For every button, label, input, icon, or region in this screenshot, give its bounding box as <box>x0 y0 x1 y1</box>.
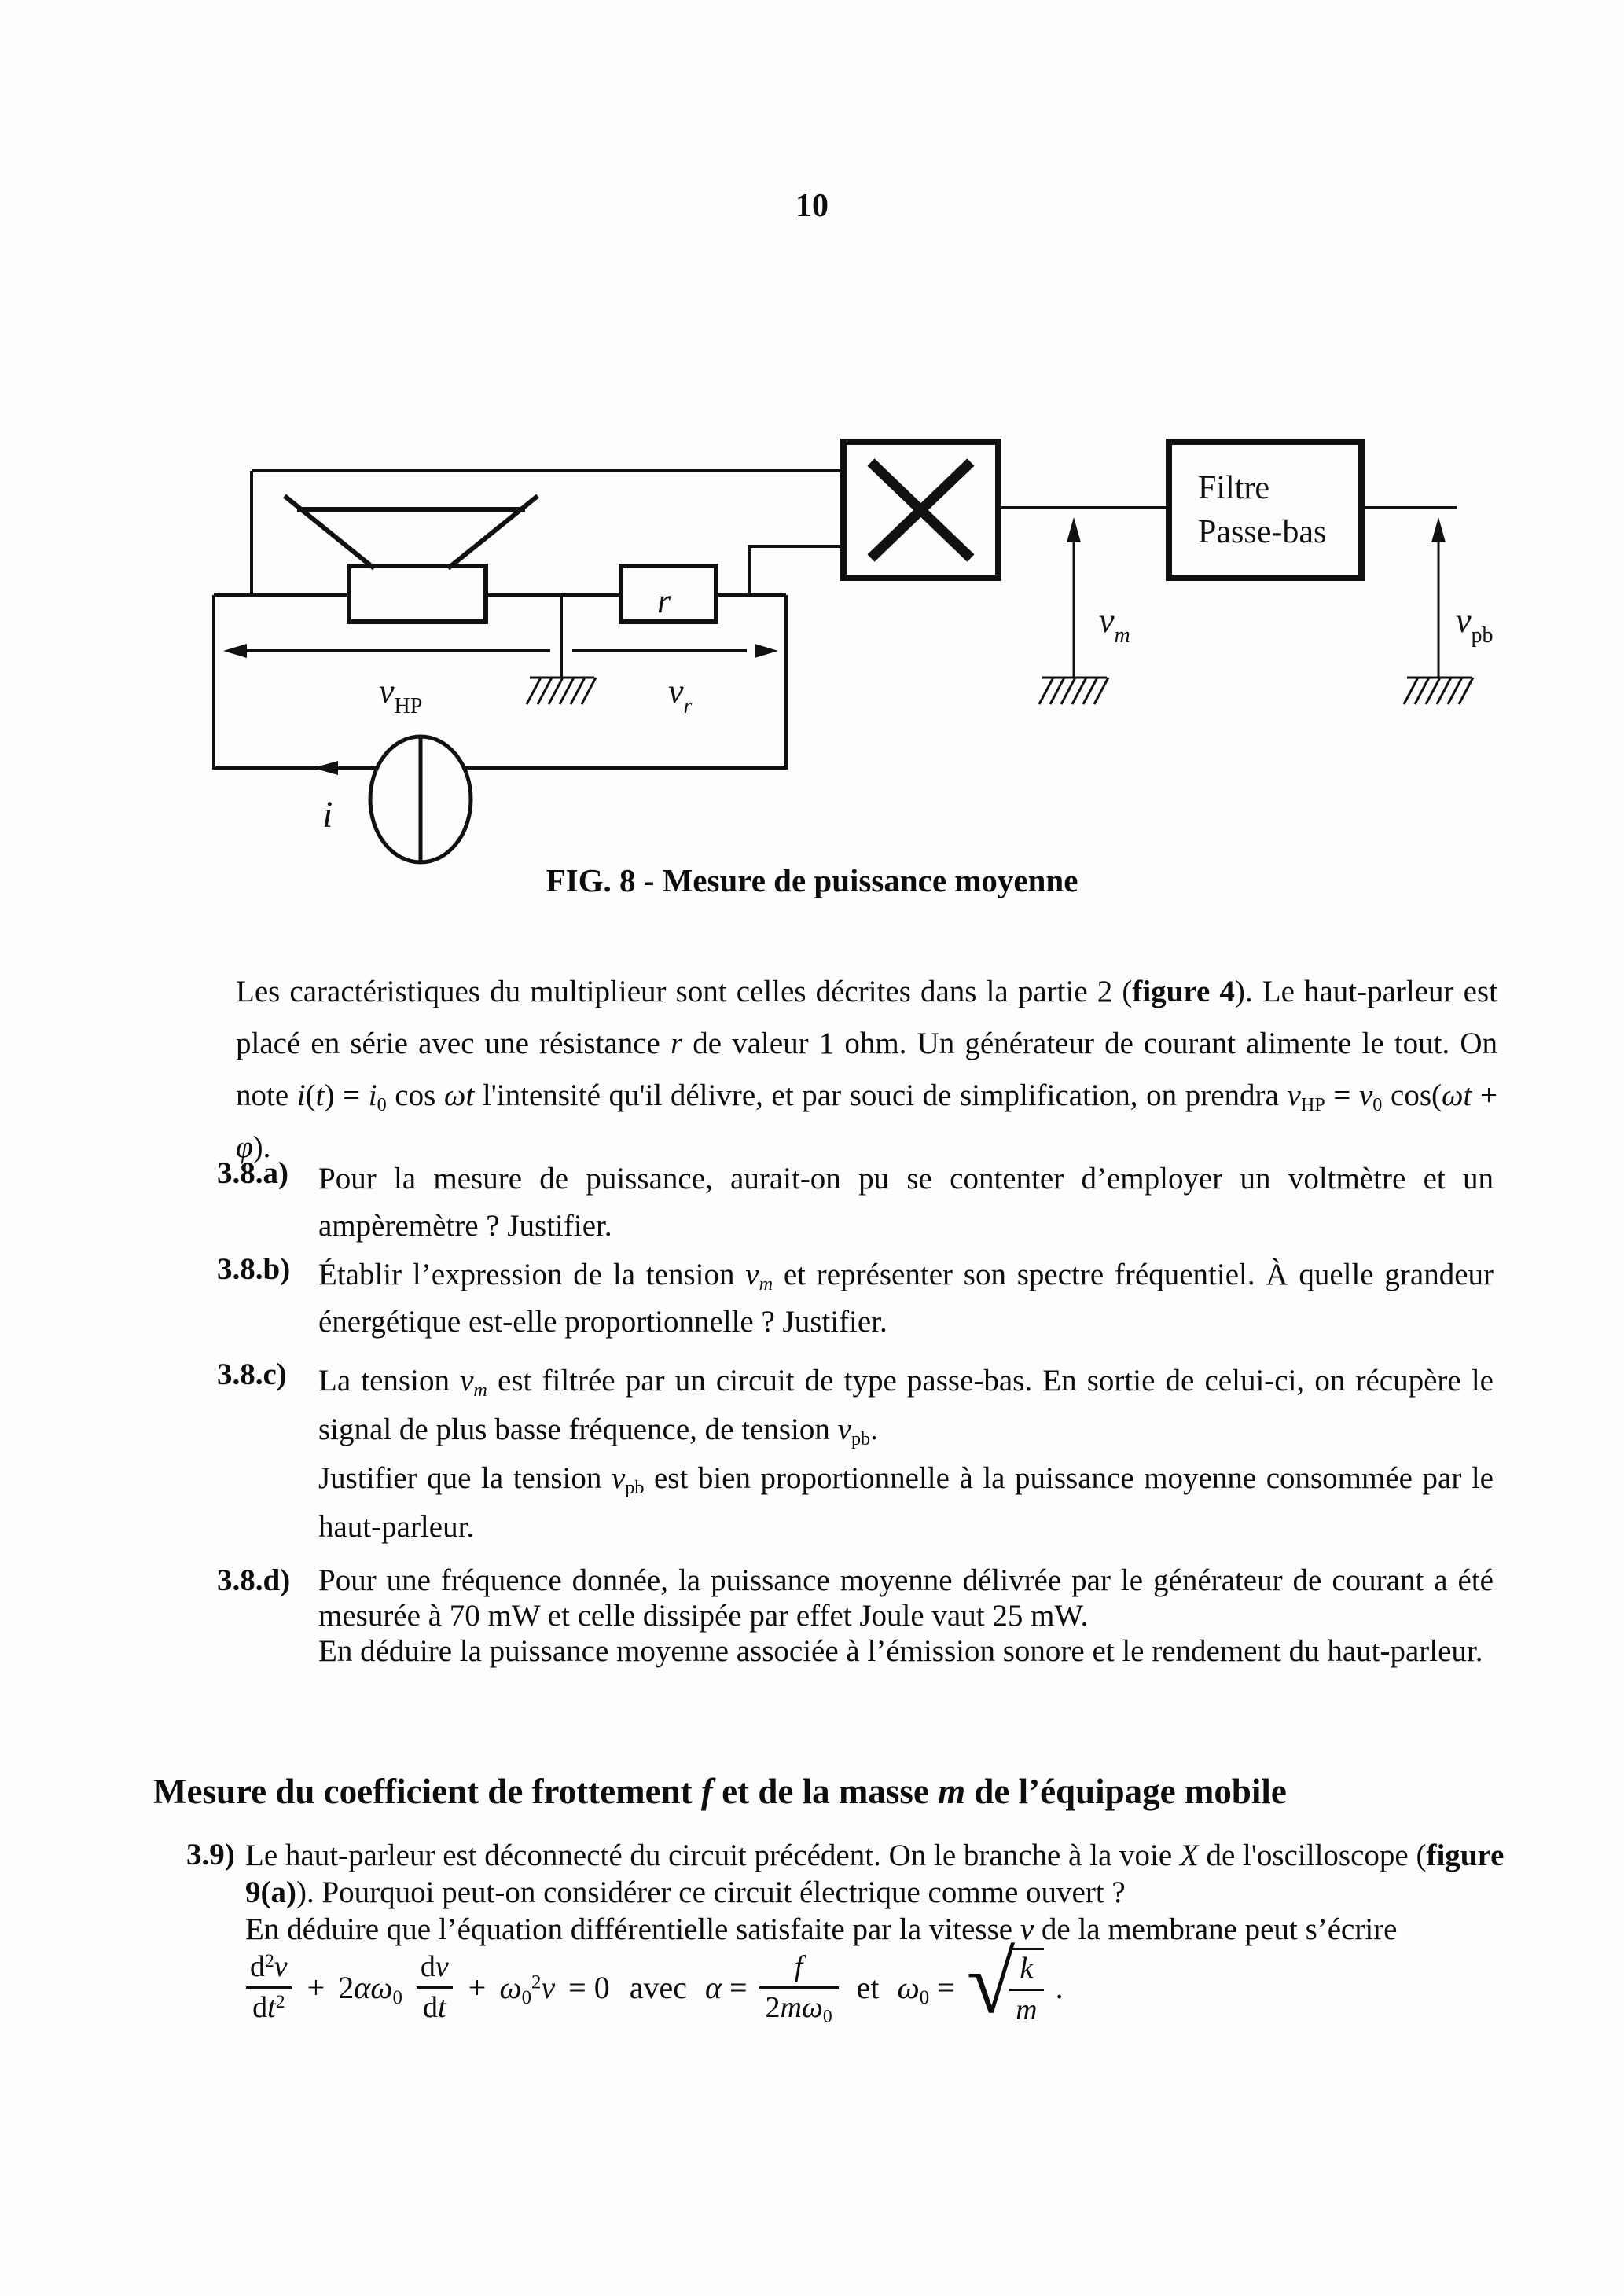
word-et: et <box>856 1970 880 2006</box>
lowpass-filter-box <box>1169 442 1361 578</box>
question-3-8-c <box>217 1357 1494 1552</box>
loudspeaker-icon <box>285 496 538 622</box>
equation-period: . <box>1055 1970 1064 2006</box>
question-label: 3.8.b) <box>217 1252 291 1286</box>
omega0-squared-term: $\omega_0^2v$ <box>499 1970 556 2009</box>
vm-label: $v_m$ <box>1099 601 1130 648</box>
frac-d2v-dt2: $\frac{d^2v}{dt^2}$ <box>244 1950 294 2026</box>
page-number: 10 <box>795 188 829 224</box>
question-3-8-b <box>217 1251 1494 1346</box>
resistor-label: r <box>657 582 671 620</box>
question-text: Pour la mesure de puissance, aurait-on pu se contenter d’employer un voltmètre et un ampèremètre ? Justifier. <box>318 1162 1494 1243</box>
question-label: 3.8.a) <box>217 1156 288 1190</box>
question-text: La tension $v_m$ est filtrée par un circuit de type passe-bas. En sortie de celui-ci, on récupère le signal de plus basse fréquence, de tension $v_{pb}$. Justifier que la tension $v_{pb}$ est bien proportionnelle à la puissance moyenne consommée par le haut-parleur. <box>318 1364 1494 1544</box>
vr-label: $v_r$ <box>668 672 693 718</box>
omega0-equals: $\omega_0$ = <box>897 1970 955 2009</box>
voltage-measure-arrows <box>223 644 778 658</box>
differential-equation <box>244 1934 1064 2032</box>
word-avec: avec <box>629 1970 687 2006</box>
vm-arrow <box>1067 517 1081 678</box>
vpb-label: $v_{pb}$ <box>1456 601 1494 648</box>
ground-icon <box>527 678 596 704</box>
question-text: Pour une fréquence donnée, la puissance moyenne délivrée par le générateur de courant a été mesurée à 70 mW et celle dissipée par effet Joule vaut 25 mW. En déduire la puissance moyenne associée à l’émission sonore et le rendement du haut-parleur. <box>318 1563 1494 1668</box>
question-text: Établir l’expression de la tension $v_m$ et représenter son spectre fréquentiel. À quelle grandeur énergétique est-elle proportionnelle ? Justifier. <box>318 1258 1494 1339</box>
intro-paragraph: Les caractéristiques du multiplieur sont celles décrites dans la partie 2 (figure 4). Le haut-parleur est placé en série avec une résistance r de valeur 1 ohm. Un générateur de courant alimente le tout. On note $i(t) = i_0$ cos ωt l'intensité qu'il délivre, et par souci de simplification, on prendra $v_{HP} = v_0$ cos(ωt + φ). <box>236 975 1497 1164</box>
alpha-equals: α = <box>704 1970 748 2006</box>
wire-to-multiplier-lower-input <box>749 546 843 595</box>
section-heading: Mesure du coefficient de frottement f et de la masse m de l’équipage mobile <box>153 1772 1287 1811</box>
frac-dv-dt: $\frac{dv}{dt}$ <box>414 1950 455 2026</box>
plus-sign: + <box>468 1970 487 2006</box>
arrow-left-icon <box>223 644 247 658</box>
multiplier-box <box>843 442 998 578</box>
damping-coefficient: $2\alpha\omega_0$ <box>338 1970 402 2009</box>
question-label: 3.8.d) <box>217 1563 291 1597</box>
equals-zero: = 0 <box>568 1970 610 2006</box>
speaker-driver-box <box>349 566 486 622</box>
question-3-8-d <box>217 1563 1494 1669</box>
filter-label-line1: Filtre <box>1198 470 1269 506</box>
vpb-arrow <box>1431 517 1446 678</box>
question-label: 3.9) <box>186 1838 235 1872</box>
current-source-icon <box>370 737 471 862</box>
vhp-label: $v_{HP}$ <box>379 672 423 718</box>
arrow-up-icon <box>1431 517 1446 542</box>
frac-f-2momega0: $\frac{f}{2m\omega_0}$ <box>759 1950 839 2026</box>
ground-icon <box>1039 678 1108 704</box>
question-3-9 <box>186 1837 1507 1948</box>
plus-sign: + <box>307 1970 325 2006</box>
sqrt-k-over-m: √ $\frac{k}{m}$ <box>967 1948 1044 2027</box>
circuit-diagram <box>197 417 1501 872</box>
ground-icon <box>1404 678 1473 704</box>
current-arrow-icon <box>313 761 338 775</box>
filter-label-line2: Passe-bas <box>1198 514 1327 550</box>
speaker-cone-right <box>448 496 538 568</box>
question-text: Le haut-parleur est déconnecté du circuit précédent. On le branche à la voie X de l'oscilloscope (figure 9(a)). Pourquoi peut-on considérer ce circuit électrique comme ouvert ? En déduire que l’équation différentielle satisfaite par la vitesse v de la membrane peut s’écrire <box>245 1839 1505 1946</box>
question-3-8-a <box>217 1155 1494 1250</box>
speaker-cone-left <box>285 496 374 568</box>
arrow-up-icon <box>1067 517 1081 542</box>
current-label: i <box>322 794 333 836</box>
question-label: 3.8.c) <box>217 1357 287 1391</box>
arrow-right-icon <box>755 644 778 658</box>
figure-caption: FIG. 8 - Mesure de puissance moyenne <box>546 862 1078 898</box>
